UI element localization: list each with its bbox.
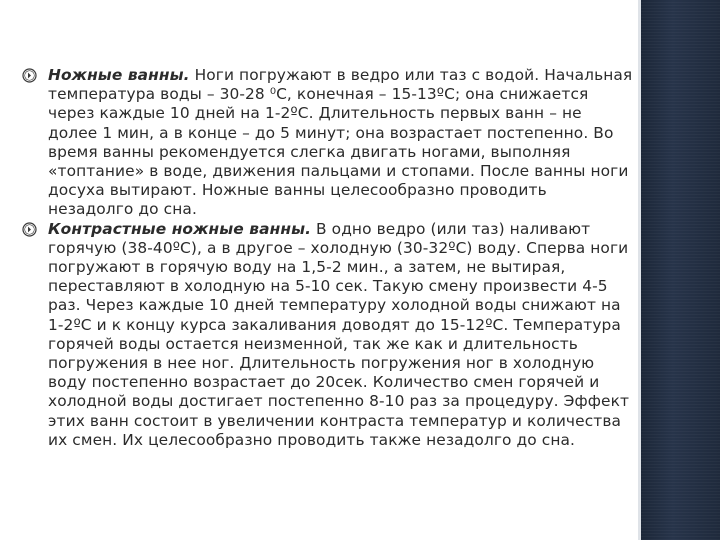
- list-item: [22, 220, 634, 450]
- item-term: Ножные ванны.: [48, 66, 190, 84]
- item-text: В одно ведро (или таз) наливают горячую (38-40ºС), а в другое – холодную (30-32ºС) воду. Сперва ноги погружают в горячую воду на 1,5-2 мин., а затем, не вытирая, переставляют в холодную на 5-10 сек. Такую смену произвести 4-5 раз. Через каждые 10 дней температуру холодной воды снижают на 1-2ºС и к концу курса закаливания доводят до 15-12ºС. Температура горячей воды остается неизменной, так же как и длительность погружения в нее ног. Длительность погружения ног в холодную воду постепенно возрастает до 20сек. Количество смен горячей и холодной воды достигает постепенно 8-10 раз за процедуру. Эффект этих ванн состоит в увеличении контраста температур и количества их смен. Их целесообразно проводить также незадолго до сна.: [48, 219, 630, 449]
- list-item: [22, 66, 634, 220]
- item-term: Контрастные ножные ванны.: [48, 219, 312, 238]
- side-decor-panel: [641, 0, 720, 540]
- item-text: Ноги погружают в ведро или таз с водой. Начальная температура воды – 30-28 ⁰С, конечная – 15-13ºС; она снижается через каждые 10 дней на 1-2ºС. Длительность первых ванн – не долее 1 мин, а в конце – до 5 минут; она возрастает постепенно. Во время ванны рекомендуется слегка двигать ногами, выполняя «топтание» в воде, движения пальцами и стопами. После ванны ноги досуха вытирают. Ножные ванны целесообразно проводить незадолго до сна.: [48, 66, 633, 219]
- circled-arrow-icon: [22, 68, 37, 83]
- slide-content: [22, 66, 634, 450]
- circled-arrow-icon: [22, 222, 37, 237]
